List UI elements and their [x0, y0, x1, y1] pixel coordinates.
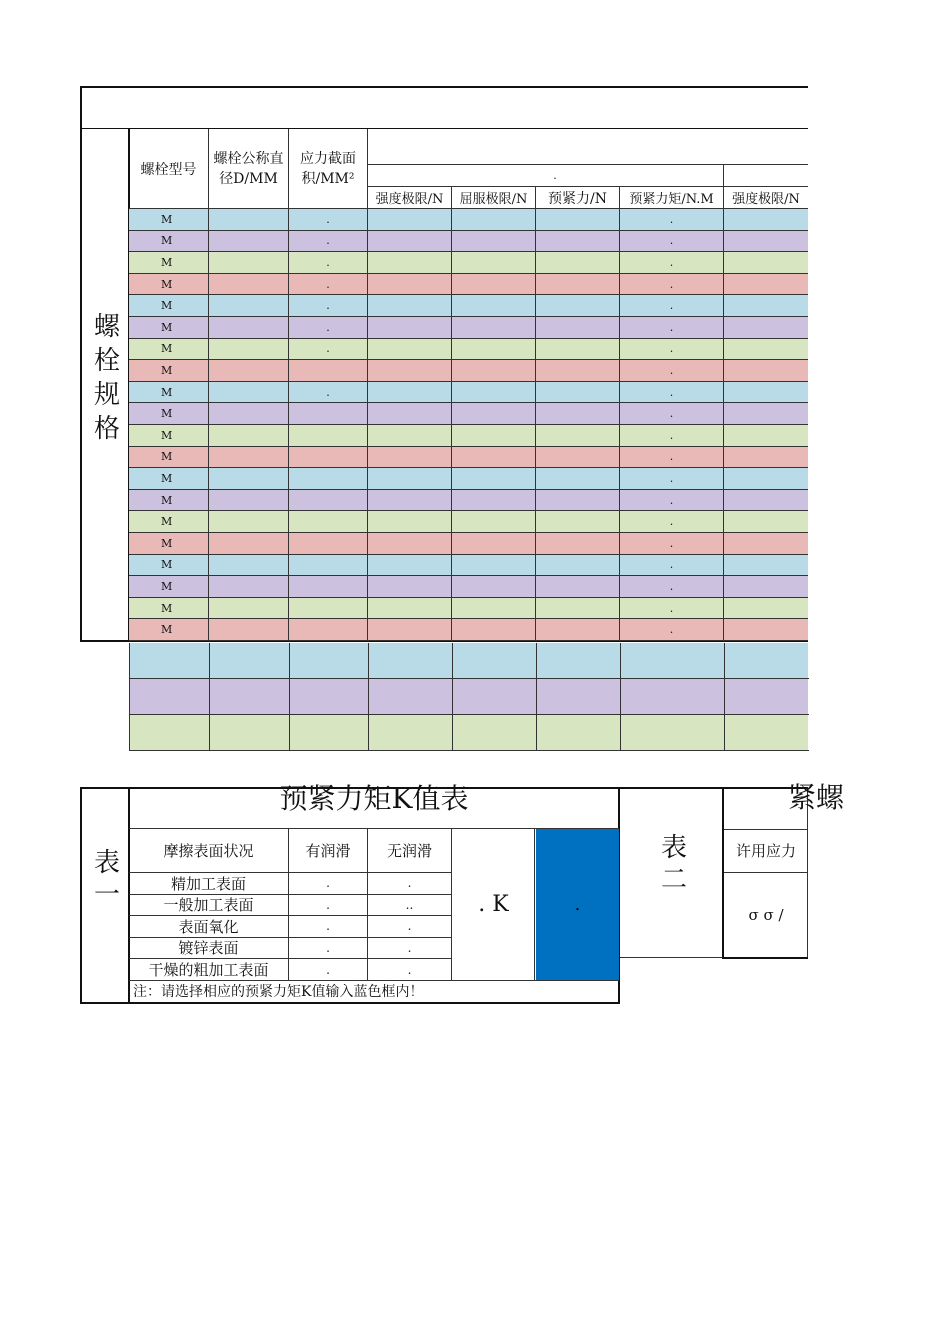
- table-row: [129, 533, 808, 555]
- data-cell[interactable]: [452, 447, 536, 469]
- preload-torque-cell[interactable]: .: [620, 209, 724, 231]
- preload-torque-cell[interactable]: .: [620, 339, 724, 361]
- data-cell[interactable]: [453, 715, 537, 751]
- data-cell[interactable]: [536, 231, 620, 253]
- data-cell[interactable]: [368, 619, 452, 641]
- table-row: [129, 317, 808, 339]
- data-cell[interactable]: [536, 490, 620, 512]
- data-cell[interactable]: [724, 619, 808, 641]
- data-cell[interactable]: [536, 209, 620, 231]
- bolt-model-cell[interactable]: M: [129, 425, 209, 447]
- data-cell[interactable]: [368, 447, 452, 469]
- data-cell[interactable]: [368, 533, 452, 555]
- k-row-surface: 一般加工表面: [129, 895, 289, 917]
- data-cell[interactable]: [452, 317, 536, 339]
- data-cell[interactable]: [452, 555, 536, 577]
- bolt-model-cell[interactable]: M: [129, 231, 209, 253]
- preload-torque-cell[interactable]: .: [620, 511, 724, 533]
- data-cell[interactable]: [209, 490, 289, 512]
- preload-torque-cell[interactable]: .: [620, 360, 724, 382]
- data-cell[interactable]: [724, 231, 808, 253]
- stress-area-cell[interactable]: [289, 511, 368, 533]
- data-cell[interactable]: [725, 679, 809, 715]
- preload-torque-cell[interactable]: .: [620, 231, 724, 253]
- preload-torque-cell[interactable]: .: [620, 447, 724, 469]
- data-cell[interactable]: [536, 468, 620, 490]
- table-row: [129, 715, 808, 751]
- table2-bottom-line: [722, 957, 808, 959]
- preload-torque-cell[interactable]: .: [620, 252, 724, 274]
- data-cell[interactable]: [368, 274, 452, 296]
- stress-area-cell[interactable]: [289, 576, 368, 598]
- data-cell[interactable]: [537, 679, 621, 715]
- data-cell[interactable]: [368, 425, 452, 447]
- bolt-model-cell[interactable]: M: [129, 252, 209, 274]
- header-group-divider: [723, 164, 724, 186]
- data-cell[interactable]: [209, 274, 289, 296]
- k-row-surface: 镀锌表面: [129, 938, 289, 960]
- data-cell[interactable]: [724, 511, 808, 533]
- k-table-side-label: 表一: [89, 848, 120, 912]
- data-cell[interactable]: [452, 619, 536, 641]
- data-cell[interactable]: [537, 715, 621, 751]
- data-cell[interactable]: [724, 447, 808, 469]
- data-cell[interactable]: [452, 425, 536, 447]
- k-row-surface: 表面氧化: [129, 916, 289, 938]
- stress-area-cell[interactable]: .: [289, 231, 368, 253]
- data-cell[interactable]: [724, 209, 808, 231]
- stress-area-cell[interactable]: [289, 447, 368, 469]
- bolt-model-cell[interactable]: M: [129, 555, 209, 577]
- data-cell[interactable]: [290, 679, 369, 715]
- data-cell[interactable]: [368, 231, 452, 253]
- data-cell[interactable]: [621, 679, 725, 715]
- stress-area-cell[interactable]: [289, 490, 368, 512]
- data-cell[interactable]: [536, 555, 620, 577]
- data-cell[interactable]: [452, 274, 536, 296]
- k-row-lub: .: [289, 938, 368, 960]
- header-tensile: 强度极限/N: [368, 187, 452, 208]
- table-row: [129, 555, 808, 577]
- data-cell[interactable]: [130, 715, 210, 751]
- data-cell[interactable]: [368, 576, 452, 598]
- side-label: 螺栓规格: [89, 312, 120, 448]
- bolt-model-cell[interactable]: M: [129, 490, 209, 512]
- k-row-nolub: .: [368, 938, 452, 960]
- data-cell[interactable]: [453, 679, 537, 715]
- data-cell[interactable]: [369, 679, 453, 715]
- bolt-model-cell[interactable]: M: [129, 468, 209, 490]
- preload-torque-cell[interactable]: .: [620, 274, 724, 296]
- preload-torque-cell[interactable]: .: [620, 382, 724, 404]
- data-cell[interactable]: [368, 209, 452, 231]
- table-row: [129, 274, 808, 296]
- data-cell[interactable]: [724, 403, 808, 425]
- data-cell[interactable]: [368, 317, 452, 339]
- data-cell[interactable]: [453, 643, 537, 679]
- data-cell[interactable]: [369, 715, 453, 751]
- k-row-surface: 干燥的粗加工表面: [129, 959, 289, 981]
- bolt-model-cell[interactable]: M: [129, 619, 209, 641]
- data-cell[interactable]: [130, 679, 210, 715]
- data-cell[interactable]: [369, 643, 453, 679]
- data-cell[interactable]: [621, 643, 725, 679]
- stress-area-cell[interactable]: [289, 533, 368, 555]
- data-cell[interactable]: [209, 468, 289, 490]
- data-cell[interactable]: [724, 598, 808, 620]
- bolt-model-cell[interactable]: M: [129, 295, 209, 317]
- preload-torque-cell[interactable]: .: [620, 317, 724, 339]
- table2-col-line: [724, 829, 808, 830]
- data-cell[interactable]: [368, 598, 452, 620]
- stress-area-cell[interactable]: [289, 403, 368, 425]
- table-row: [129, 382, 808, 404]
- data-cell[interactable]: [209, 295, 289, 317]
- stress-area-cell[interactable]: [289, 425, 368, 447]
- table-row: [129, 643, 808, 679]
- table-row: [129, 468, 808, 490]
- data-cell[interactable]: [724, 360, 808, 382]
- table-row: [129, 619, 808, 641]
- k-row-lub: .: [289, 959, 368, 981]
- data-cell[interactable]: [209, 231, 289, 253]
- stress-area-cell[interactable]: [289, 619, 368, 641]
- table-row: [129, 403, 808, 425]
- table-row: [129, 425, 808, 447]
- data-cell[interactable]: [536, 403, 620, 425]
- bolt-model-cell[interactable]: M: [129, 274, 209, 296]
- bolt-model-cell[interactable]: M: [129, 403, 209, 425]
- data-cell[interactable]: [452, 209, 536, 231]
- data-cell[interactable]: [452, 576, 536, 598]
- data-cell[interactable]: [452, 252, 536, 274]
- k-col-lub: 有润滑: [289, 829, 368, 872]
- data-cell[interactable]: [209, 533, 289, 555]
- k-row-lub: .: [289, 916, 368, 938]
- data-cell[interactable]: [452, 382, 536, 404]
- table-row: [129, 252, 808, 274]
- data-cell[interactable]: [536, 252, 620, 274]
- k-row-nolub: .: [368, 916, 452, 938]
- preload-torque-cell[interactable]: .: [620, 490, 724, 512]
- stress-area-cell[interactable]: [289, 555, 368, 577]
- data-cell[interactable]: [724, 382, 808, 404]
- data-cell[interactable]: [290, 715, 369, 751]
- bolt-model-cell[interactable]: M: [129, 382, 209, 404]
- bolt-model-cell[interactable]: M: [129, 339, 209, 361]
- data-cell[interactable]: [368, 339, 452, 361]
- table-row: [129, 295, 808, 317]
- data-cell[interactable]: [368, 555, 452, 577]
- table-row: [129, 231, 808, 253]
- data-cell[interactable]: [536, 447, 620, 469]
- data-cell[interactable]: [209, 598, 289, 620]
- preload-torque-cell[interactable]: .: [620, 555, 724, 577]
- data-cell[interactable]: [368, 403, 452, 425]
- data-cell[interactable]: [536, 533, 620, 555]
- data-cell[interactable]: [209, 252, 289, 274]
- table2-title: 紧螺: [788, 781, 845, 814]
- k-value-input[interactable]: .: [536, 829, 619, 980]
- bolt-model-cell[interactable]: M: [129, 447, 209, 469]
- data-cell[interactable]: [536, 511, 620, 533]
- data-cell[interactable]: [210, 643, 290, 679]
- data-cell[interactable]: [452, 533, 536, 555]
- bolt-model-cell[interactable]: M: [129, 360, 209, 382]
- data-cell[interactable]: [368, 382, 452, 404]
- data-cell[interactable]: [536, 619, 620, 641]
- data-cell[interactable]: [368, 490, 452, 512]
- stress-area-cell[interactable]: [289, 598, 368, 620]
- data-cell[interactable]: [209, 425, 289, 447]
- k-row-nolub: .: [368, 873, 452, 895]
- data-cell[interactable]: [536, 382, 620, 404]
- data-cell[interactable]: [621, 715, 725, 751]
- data-cell[interactable]: [725, 715, 809, 751]
- header-model: 螺栓型号: [129, 129, 209, 208]
- data-cell[interactable]: [368, 468, 452, 490]
- data-cell[interactable]: [209, 382, 289, 404]
- header-preload: 预紧力/N: [536, 187, 620, 208]
- k-row-nolub: ..: [368, 895, 452, 917]
- data-cell[interactable]: [724, 339, 808, 361]
- data-cell[interactable]: [452, 339, 536, 361]
- header-diameter: 螺栓公称直径D/MM: [209, 129, 289, 208]
- preload-torque-cell[interactable]: .: [620, 598, 724, 620]
- data-cell[interactable]: [209, 317, 289, 339]
- k-row-nolub: .: [368, 959, 452, 981]
- header-group-dot: .: [553, 168, 557, 182]
- table2-formula: σ σ /: [748, 906, 784, 924]
- table-row: [129, 679, 808, 715]
- table-row: [129, 511, 808, 533]
- table-row: [129, 447, 808, 469]
- data-cell[interactable]: [725, 643, 809, 679]
- k-col-nolub: 无润滑: [368, 829, 452, 872]
- data-cell[interactable]: [536, 576, 620, 598]
- data-cell[interactable]: [536, 598, 620, 620]
- data-cell[interactable]: [209, 447, 289, 469]
- data-cell[interactable]: [210, 679, 290, 715]
- data-cell[interactable]: [368, 252, 452, 274]
- table2-col: 许用应力: [735, 842, 796, 860]
- stress-area-cell[interactable]: .: [289, 209, 368, 231]
- data-cell[interactable]: [209, 576, 289, 598]
- data-cell[interactable]: [368, 295, 452, 317]
- k-col-surface: 摩擦表面状况: [129, 829, 289, 872]
- bolt-model-cell[interactable]: M: [129, 533, 209, 555]
- data-cell[interactable]: [452, 511, 536, 533]
- data-cell[interactable]: [368, 511, 452, 533]
- stress-area-cell[interactable]: .: [289, 317, 368, 339]
- data-cell[interactable]: [724, 252, 808, 274]
- preload-torque-cell[interactable]: .: [620, 403, 724, 425]
- k-note-line: [129, 980, 619, 981]
- data-cell[interactable]: [724, 490, 808, 512]
- table-row: [129, 339, 808, 361]
- preload-torque-cell[interactable]: .: [620, 533, 724, 555]
- preload-torque-cell[interactable]: .: [620, 619, 724, 641]
- data-cell[interactable]: [724, 425, 808, 447]
- data-cell[interactable]: [210, 715, 290, 751]
- stress-area-cell[interactable]: .: [289, 295, 368, 317]
- preload-torque-cell[interactable]: .: [620, 576, 724, 598]
- stress-area-cell[interactable]: [289, 360, 368, 382]
- data-cell[interactable]: [536, 274, 620, 296]
- data-cell[interactable]: [724, 295, 808, 317]
- k-row-lub: .: [289, 895, 368, 917]
- k-label: . K: [453, 829, 535, 980]
- k-table-title: 预紧力矩K值表: [279, 782, 469, 815]
- data-cell[interactable]: [724, 468, 808, 490]
- data-cell[interactable]: [452, 231, 536, 253]
- data-cell[interactable]: [536, 317, 620, 339]
- data-cell[interactable]: [452, 403, 536, 425]
- preload-torque-cell[interactable]: .: [620, 425, 724, 447]
- table-row: [129, 209, 808, 231]
- data-cell[interactable]: [452, 360, 536, 382]
- data-cell[interactable]: [290, 643, 369, 679]
- data-cell[interactable]: [536, 360, 620, 382]
- preload-torque-cell[interactable]: .: [620, 295, 724, 317]
- k-row-surface: 精加工表面: [129, 873, 289, 895]
- data-cell[interactable]: [724, 576, 808, 598]
- data-cell[interactable]: [209, 360, 289, 382]
- data-cell[interactable]: [536, 339, 620, 361]
- data-cell[interactable]: [724, 555, 808, 577]
- stress-area-cell[interactable]: .: [289, 274, 368, 296]
- k-row-lub: .: [289, 873, 368, 895]
- bolt-model-cell[interactable]: M: [129, 598, 209, 620]
- table-row: [129, 360, 808, 382]
- stress-area-cell[interactable]: .: [289, 252, 368, 274]
- data-cell[interactable]: [537, 643, 621, 679]
- data-cell[interactable]: [452, 468, 536, 490]
- data-cell[interactable]: [209, 555, 289, 577]
- data-cell[interactable]: [536, 425, 620, 447]
- table-row: [129, 576, 808, 598]
- data-cell[interactable]: [452, 490, 536, 512]
- data-cell[interactable]: [209, 511, 289, 533]
- table-row: [129, 598, 808, 620]
- header-yield: 屈服极限/N: [452, 187, 536, 208]
- data-cell[interactable]: [209, 403, 289, 425]
- data-cell[interactable]: [536, 295, 620, 317]
- data-cell[interactable]: [209, 209, 289, 231]
- header-tensile-2: 强度极限/N: [732, 192, 800, 207]
- data-cell[interactable]: [368, 360, 452, 382]
- table2-side-label: 表二: [656, 833, 687, 897]
- data-cell[interactable]: [452, 598, 536, 620]
- stress-area-cell[interactable]: .: [289, 339, 368, 361]
- data-cell[interactable]: [724, 317, 808, 339]
- stress-area-cell[interactable]: [289, 468, 368, 490]
- header-group-line: [368, 164, 808, 165]
- header-area: 应力截面积/MM²: [289, 129, 368, 208]
- data-cell[interactable]: [452, 295, 536, 317]
- data-cell[interactable]: [724, 533, 808, 555]
- table-row: [129, 490, 808, 512]
- data-cell[interactable]: [209, 619, 289, 641]
- bolt-model-cell[interactable]: M: [129, 576, 209, 598]
- data-cell[interactable]: [724, 274, 808, 296]
- k-note: 注：请选择相应的预紧力矩K值输入蓝色框内！: [133, 984, 424, 1000]
- bolt-model-cell[interactable]: M: [129, 511, 209, 533]
- bolt-model-cell[interactable]: M: [129, 317, 209, 339]
- data-cell[interactable]: [130, 643, 210, 679]
- data-cell[interactable]: [209, 339, 289, 361]
- bolt-model-cell[interactable]: M: [129, 209, 209, 231]
- stress-area-cell[interactable]: .: [289, 382, 368, 404]
- preload-torque-cell[interactable]: .: [620, 468, 724, 490]
- header-torque: 预紧力矩/N.M: [620, 187, 724, 208]
